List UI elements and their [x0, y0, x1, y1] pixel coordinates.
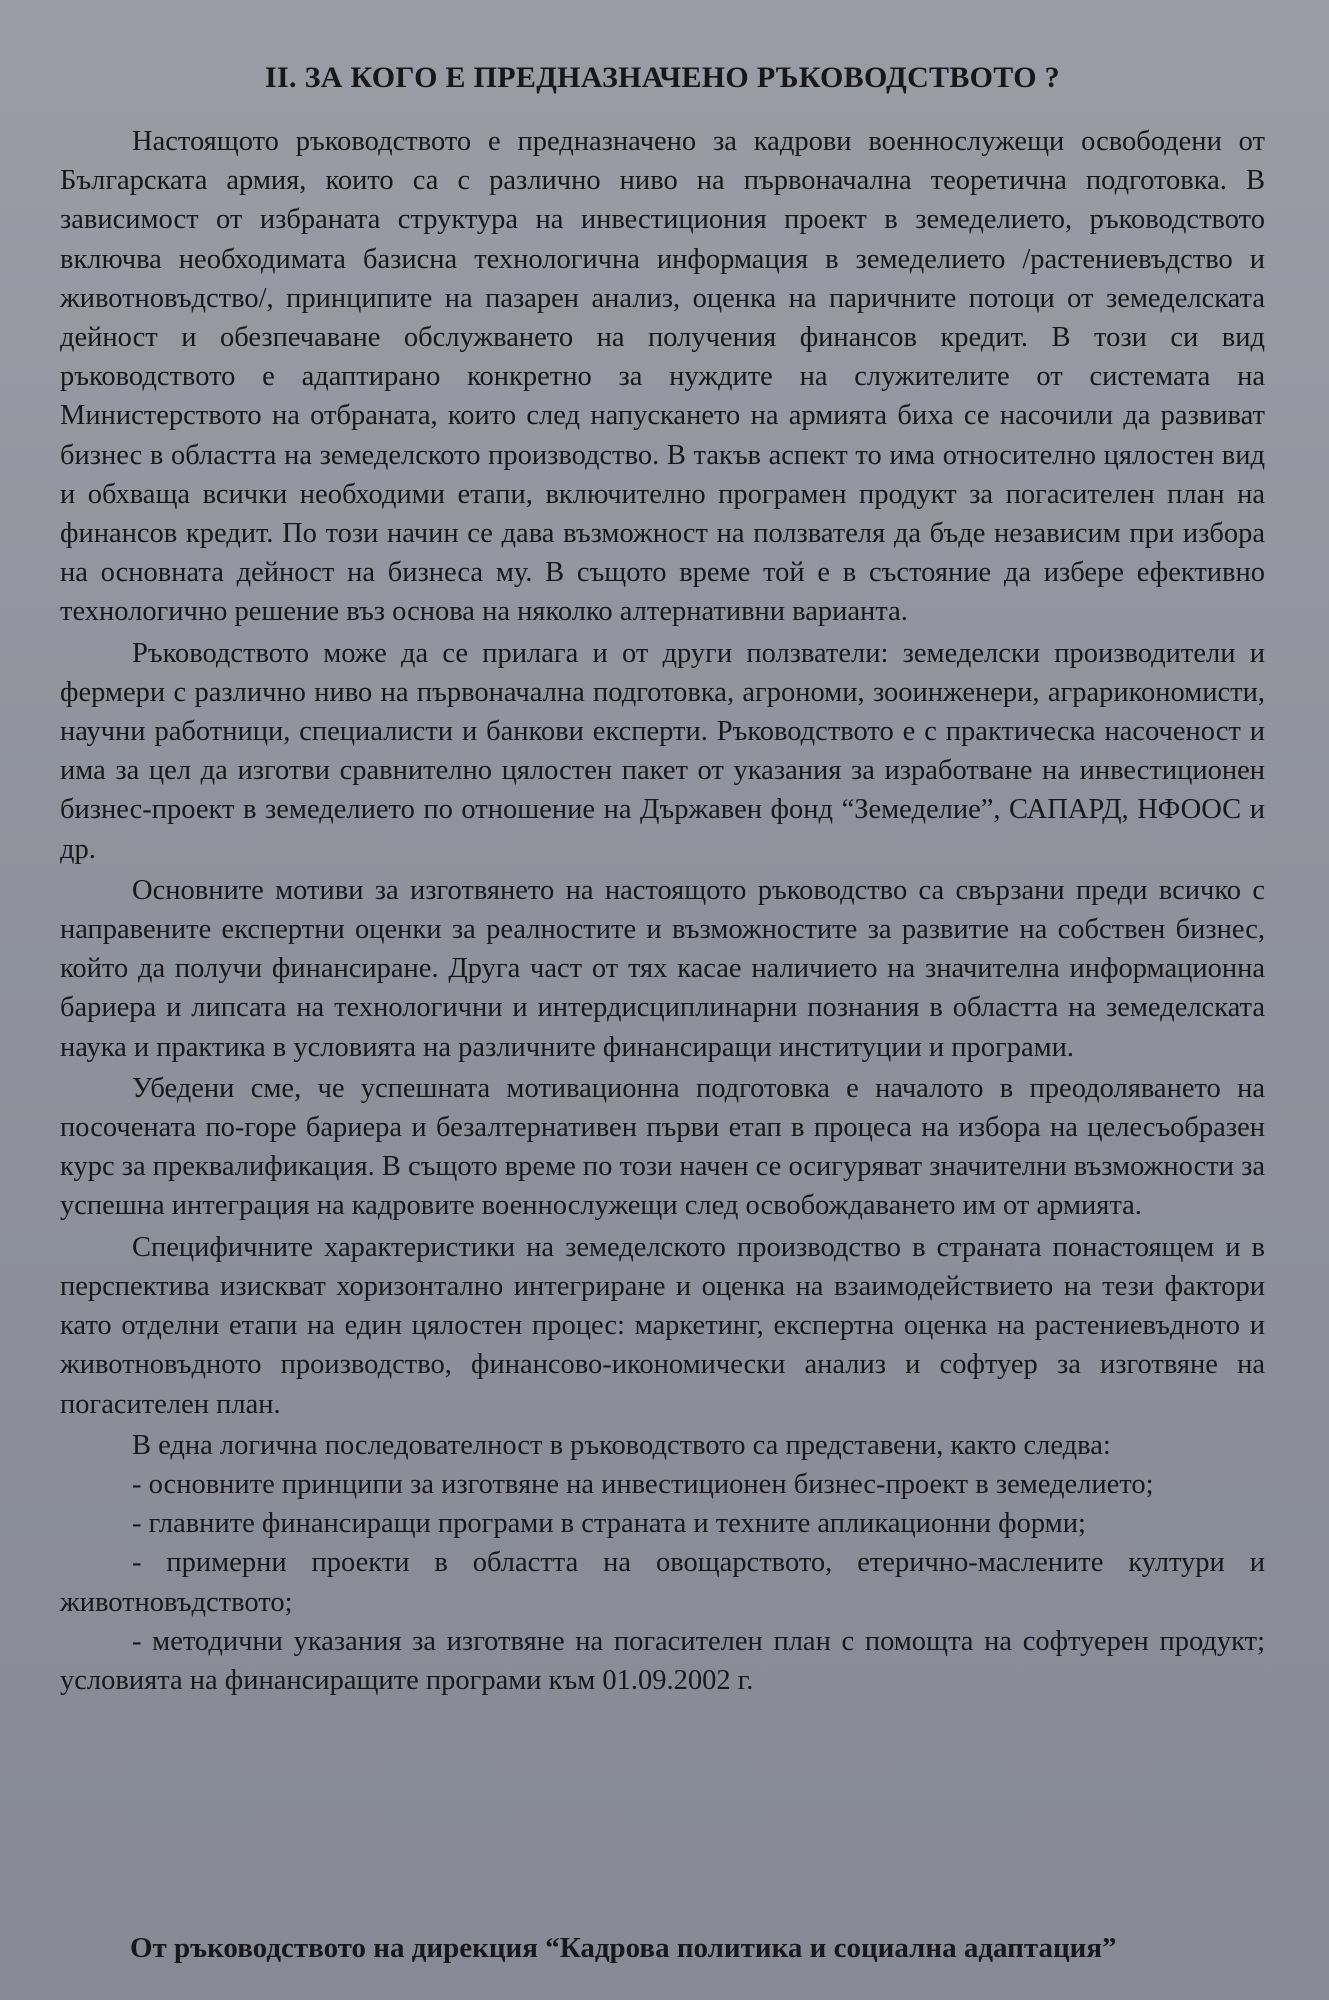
paragraph-motives: Основните мотиви за изготвянето на настоящото ръководство са свързани преди всичко с направените експертни оценки за реалностите и възможностите за развитие на собствен бизнес, който да получи финансиране. Друга част от тях касае наличието на значителна информационна бариера и липсата на технологични и интердисциплинарни познания в областта на земеделската наука и практика в условията на различните финансиращи институции и програми. — [60, 874, 1265, 1063]
paragraph-specific-characteristics: Специфичните характеристики на земеделското производство в страната понастоящем и в перспектива изискват хоризонтално интегриране и оценка на взаимодействието на тези фактори като отделни етапи на един цялостен процес: маркетинг, експертна оценка на растениевъдното и животновъдното производство, финансово-икономически анализ и софтуер за изготвяне на погасителен план. — [60, 1231, 1265, 1420]
list-item: - основните принципи за изготвяне на инвестиционен бизнес-проект в земеделието; — [132, 1468, 1154, 1500]
paragraph-motivational-training: Убедени сме, че успешната мотивационна подготовка е началото в преодоляването на посочената по-горе бариера и безалтернативен първи етап в процеса на избора на целесъобразен курс за преквалификация. В същото време по този начен се осигуряват значителни възможности за успешна интеграция на кадровите военнослужещи след освобождаването им от армията. — [60, 1072, 1265, 1222]
signature-line: От ръководството на дирекция “Кадрова политика и социална адаптация” — [130, 1932, 1117, 1964]
paragraph-intended-audience: Настоящото ръководството е предназначено за кадрови военнослужещи освободени от Българската армия, които са с различно ниво на първоначална теоретична подготовка. В зависимост от избраната структура на инвестициония проект в земеделието, ръководството включва необходимата базисна технологична информация в земеделието /растениевъдство и животновъдство/, принципите на пазарен анализ, оценка на паричните потоци от земеделската дейност и обезпечаване обслужването на получения финансов кредит. В този си вид ръководството е адаптирано конкретно за нуждите на служителите от системата на Министерството на отбраната, които след напускането на армията биха се насочили да развиват бизнес в областта на земеделското производство. В такъв аспект то има относително цялостен вид и обхваща всички необходими етапи, включително програмен продукт за погасителен план на финансов кредит. По този начин се дава възможност на ползвателя да бъде независим при избора на основната дейност на бизнеса му. В същото време той е в състояние да избере ефективно технологично решение въз основа на няколко алтернативни варианта. — [60, 126, 1265, 628]
section-title: II. ЗА КОГО Е ПРЕДНАЗНАЧЕНО РЪКОВОДСТВОТО ? — [265, 61, 1060, 94]
paragraph-other-users: Ръководството може да се прилага и от други ползватели: земеделски производители и фермери с различно ниво на първоначална подготовка, агрономи, зооинженери, аграрикономисти, научни работници, специалисти и банкови експерти. Ръководството е с практическа насоченост и има за цел да изготви сравнително цялостен пакет от указания за изработване на инвестиционен бизнес-проект в земеделието по отношение на Държавен фонд “Земеделие”, САПАРД, НФООС и др. — [60, 637, 1265, 865]
list-item: - главните финансиращи програми в страната и техните апликационни форми; — [132, 1508, 1086, 1540]
list-item: - примерни проекти в областта на овощарството, етерично-маслените култури и животновъдството; — [60, 1547, 1265, 1618]
contents-list — [60, 1465, 1265, 1700]
list-intro: В една логична последователност в ръководството са представени, както следва: — [132, 1429, 1111, 1461]
document-body — [60, 58, 1265, 1700]
list-item: - методични указания за изготвяне на погасителен план с помощта на софтуерен продукт; условията на финансиращите програми към 01.09.2002 г. — [60, 1625, 1265, 1696]
